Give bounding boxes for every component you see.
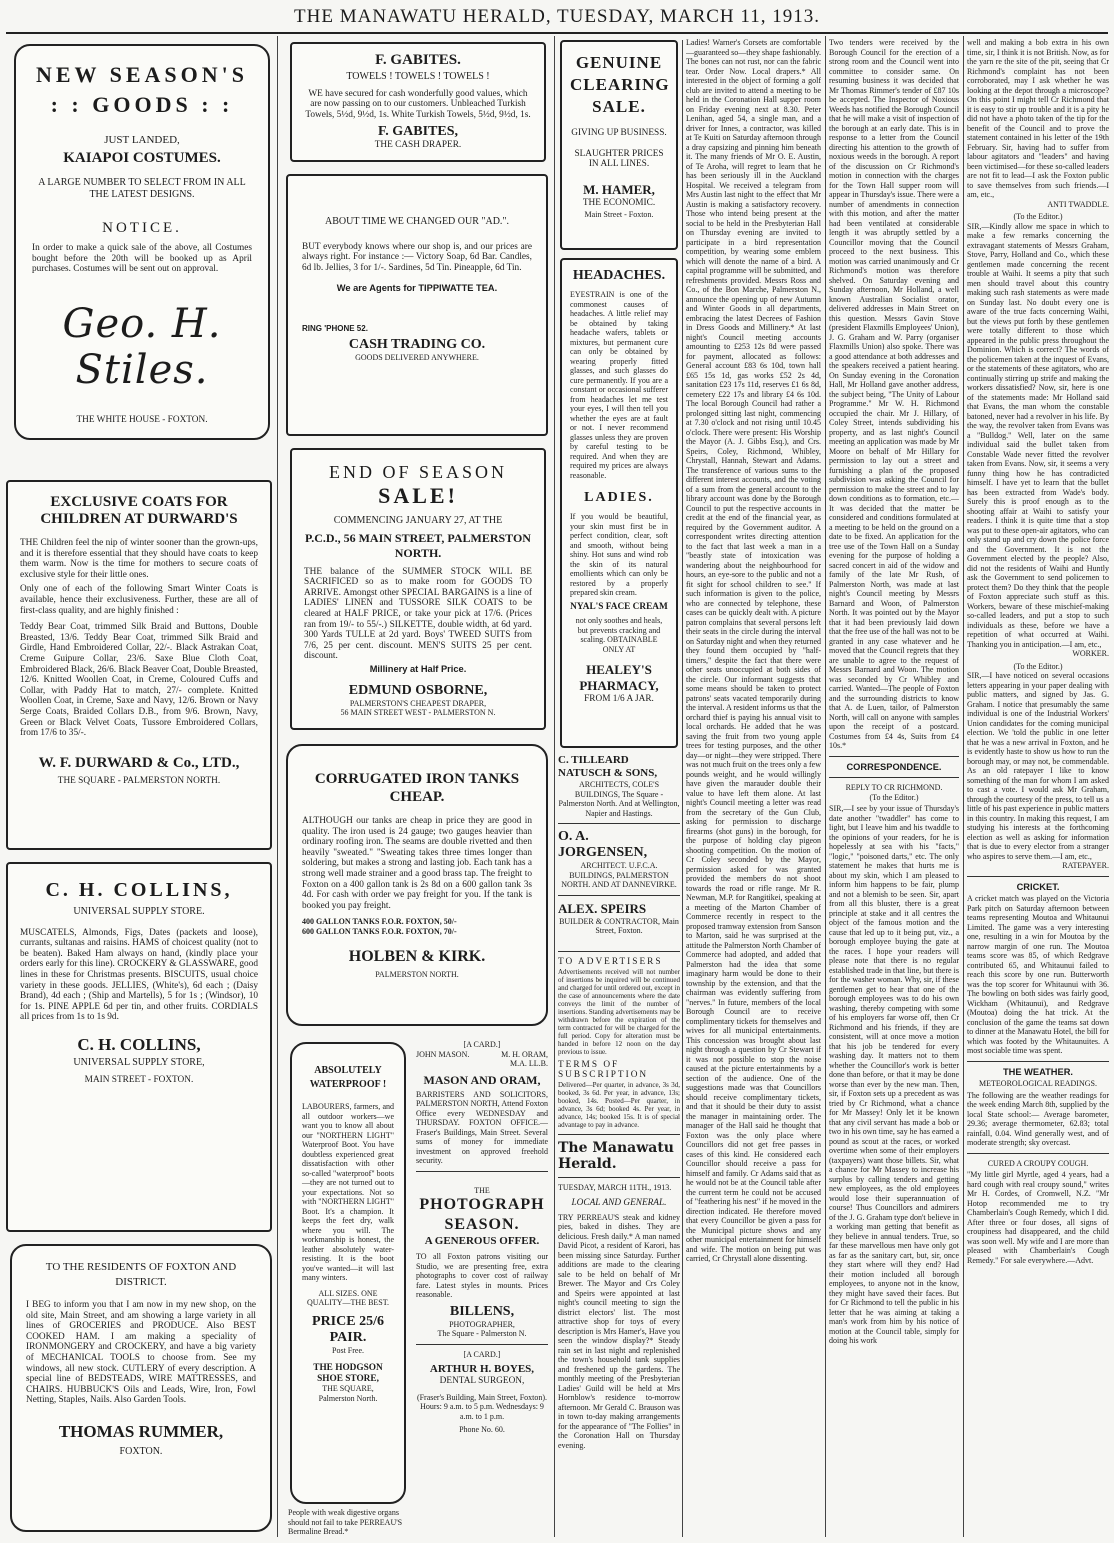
- council-news: Two tenders were received by the Borough Council for the erection of a strong room and the Council went into committee to consider same. On resuming business it was decided that Mr Thomas Rimmer's tender of £87 10s be accepted. The Inspector of Noxious Weeds has notified the Borough Council that he will make a visit of inspection of the borough at an early date. This is in response to a letter from the Council directing his attention to the growth of noxious weeds in the borough. A report of the discussion on Cr Richmond's motion in connection with the charges for the Town Hall supper room will appear in Thursday's issue. There were a number of amendments in connection with this motion, and after the matter had been ventilated at considerable length it was abruptly settled by a Councillor moving that the Council proceed to the next business. This motion was carried unanimously and Cr Richmond's motion was therefore shelved. On Saturday evening and Sunday afternoon, Mr Holland, a well known Australian Socialist orator, delivered addresses in Main Street on this question. Messrs Gavin Stove (president Flaxmills Employees' Union), J. G. Graham and W. Parry (organiser Flaxmills Union) also spoke. There was a good attendance at both addresses and the speakers received a patient hearing. On Sunday evening in the Coronation Hall, Mr Holland gave another address, the subject being, "The Unity of Labour Programme." Mr W. H. Richmond occupied the chair. Mr J. Hillary, of Coley Street, intends subdividing his property, and as last night's Council meeting an application was made by Mr Moore on behalf of Mr Hillary for permission to lay out a street and furnishing a plan of the proposed subdivision was asking the Council for permission to make the street and to lay down conditions as to formation, etc.—It was decided that the matter be considered and conditions formulated at a meeting to be held on the ground on a date to be fixed. An application for the tree use of the Town Hall on a Sunday evening for the purpose of holding a sacred concert in aid of the widow and family of the late Mr Rush, of Palmerston North, was made at last night's Council meeting by Messrs Barnard and Woon, of Palmerston North. It was pointed out by the Mayor that it had been previously laid down that the free use of the hall was not to be granted in any case whatever and he moved that the Council regrets that they are unable to agree to the request of Messrs Barnard and Woon. The motion was seconded by Cr Whibley and carried. Wanted—The people of Foxton and the surrounding districts to know that A. de Luen, tailor, of Palmerston North, will call on anyone with samples upon the receipt of a postcard. Costumes from £4 4s, Suits from £4 10s.*: [829, 38, 959, 750]
- stiles-signature: Geo. H. Stiles.: [62, 300, 222, 393]
- divider: [967, 876, 1109, 877]
- letter-salutation: (To the Editor.): [869, 792, 919, 802]
- advert-heading: ABOUT TIME WE CHANGED OUR "AD.".: [325, 216, 509, 227]
- osborne-advert: [290, 448, 546, 730]
- advert-name: THE HODGSON SHOE STORE,: [313, 1363, 383, 1384]
- advert-name: C. H. COLLINS,: [77, 1034, 201, 1054]
- bread-notice: People with weak digestive organs should not fail to take PERREAU'S Bermaline Bread.*: [288, 1508, 403, 1536]
- section-heading: THE WEATHER.: [1002, 1066, 1074, 1077]
- advert-name: MASON AND ORAM,: [423, 1072, 541, 1087]
- advert-heading: ABSOLUTELY WATERPROOF !: [309, 1065, 387, 1090]
- price-line: PRICE 25/6 PAIR.: [312, 1313, 384, 1345]
- divider: [829, 756, 959, 757]
- advert-name: HEALEY'S PHARMACY,: [579, 662, 659, 694]
- letter-text: SIR,—I see by your issue of Thursday's date another "twaddler" has come to light, but I leave him and his twaddle to the opinions of your readers, for he is hopelessly at sea with his "facts," "logic," "poisoned darts," etc. The only statement he makes that hurts me is about my skin, which I am pleased to inform him happens to be fair, plump and not a blemish to be seen. Sir, apart from all this bluster, there is a great principle at stake and it all centres the object of the famous motion and the cause that led up to it being put, viz., a borough employee buying the gate at the races. I hope your readers will please note that there is no regular established trade in that line, but there is for the washer woman. Why, sir, if these gentlemen get to hear that one of the borough employees was to do his own washing, thereby competing with some of his employers far worse off, then Cr Richmond and his friends, if they are consistent, will at once move a motion that his job be tendered for every washing day. It matters not to them whether the Councillor's work is better done than before, or that it may be done worse than ever by the new man. Then, sir, if Foxton sets up a precedent as was tried by Cr Richmond, what a chance for Mr Massey! Only let it be known that any civil servant has made a bob or two in his own time, say he has earned a pound as scout at the races, or worked overtime when some of their employers (taxpayers) want those billets. Sir, what a chance for Mr Massey to increase his surplus by calling tenders and getting new employees, as the old employees would lose their superannuation of course! Thus Councillors and admirers of the J. G. Graham type don't believe in a working man getting that benefit as they believe in annual tenders. True, so far these marvellous men have only got as far as the sanitary cart, but, sir, once they start where will they end? Had their motion included all borough employees, to anyone not in the know, they might have saved their faces. But for Cr Richmond to tell the public in his letter that he was aiming at taking a man's work from him by his notice of motion at the Council table, simply for doing his work: [829, 804, 959, 1346]
- card-label: [A CARD.]: [463, 1349, 501, 1359]
- rummer-advert: [10, 1244, 272, 1532]
- advert-text: (Fraser's Building, Main Street, Foxton). Hours: 9 a.m. to 5 p.m. Wednesdays: 9 a.m. to 1 p.m.: [416, 1392, 548, 1421]
- advert-footer: GOODS DELIVERED ANYWHERE.: [355, 353, 479, 363]
- advertiser-terms: Advertisements received will not number of insertions be inquired will be continued and charged for until ordered out, except in the case of announcements where the date conveys the limit of the number of insertions. Standing advertisements may be withdrawn before the expiration of the term contracted for will be charged for the full period. Copy for alteration must be handed in before 12 noon on the day previous to issue.: [558, 967, 680, 1056]
- advert-subheading: TOWELS ! TOWELS ! TOWELS !: [346, 71, 490, 82]
- advert-subheading: P.C.D., 56 MAIN STREET, PALMERSTON NORTH.: [305, 530, 531, 560]
- advert-name: M. HAMER,: [583, 181, 655, 197]
- advert-heading: HEADACHES.: [572, 268, 666, 283]
- advert-footer: MAIN STREET - FOXTON.: [84, 1074, 194, 1085]
- advert-subheading: UNIVERSAL SUPPLY STORE,: [73, 1056, 205, 1068]
- card-name: O. A. JORGENSEN,: [558, 829, 648, 860]
- advert-subheading: PHOTOGRAPHER,: [449, 1319, 515, 1329]
- advert-text: THE Children feel the nip of winter sooner than the grown-ups, and it is therefore essential that they should have coats to keep them warm. Now is the time for mothers to secure coats of exclusive style for their little ones.: [20, 538, 258, 580]
- section-heading: CRICKET.: [1016, 881, 1060, 892]
- advert-footer: PALMERSTON NORTH.: [375, 970, 459, 980]
- advert-subheading: KAIAPOI COSTUMES.: [63, 150, 221, 166]
- council-news-column: [829, 38, 959, 1538]
- letter-text: SIR,—Kindly allow me space in which to make a few remarks concerning the extravagant statements of Messrs Graham, Stove, Parry, Holland and Co., which these gentlemen made concerning the recent trouble at Waihi. It seems a pity that such men should travel about this country making such rash statements as were made on Sunday last. No doubt every one is aware of the true facts concerning Waihi, but the views put forth by these gentlemen were totally different to those which appeared in the public press throughout the Dominion. Which is correct? The words of the policemen taken at the inquest of Evans, or the statements of these agitators, who are continually stirring up strife and making the workers dissatisfied? Now, sir, here is one of the statements made: Mr Holland said that Evans, the man whom the constable batoned, never had a revolver in his life. By the way, the revolver taken from Evans was a "Bulldog." Well, later on the same individual said the bullet taken from Constable Wade never fitted the revolver taken from Evans. Now, sir, it seems a very funny thing how he has contradicted himself. I have yet to learn that the bullet has been extracted from Wade's body. Surely this is proof enough as to the shooting affair at Waihi to satisfy your readers. I think it is quite time that a stop was put to these open-air agitators, who can only stand up and cry down the police force and the Government. It is not the Government elected by the people? Also, did not the residents of Waihi and Huntly ask the Government to send policemen to protect them? Do they think that the people of Foxton appreciate such stuff as this. Workers, beware of these mischief-making so-called leaders, and put a stop to such individuals as these, before we have a repetition of what occurred at Waihi. Thanking you in anticipation.—I am, etc.,: [967, 221, 1109, 649]
- column-rule: [277, 36, 278, 1537]
- advert-text: I BEG to inform you that I am now in my new shop, on the old site, Main Street, and am showing a large variety in all lines of GROCERIES and PRODUCE. Also BEST COOKED HAM. I am making a speciality of IRONMONGERY and CROCKERY, and have a big variety of MECHANICAL TOOLS to choose from. See my windows, all new stock. CUTLERY of every description. A special line of BEDSTEADS, WIRE MATTRESSES, and CHAIRS. HUBBUCK'S Oils and Leads, Wire, Iron, Fowl Netting, Staples, Nails. Also Garden Tools.: [26, 1300, 256, 1406]
- advert-heading: PHOTOGRAPH SEASON.: [419, 1196, 545, 1233]
- local-news-column: Ladies! Warner's Corsets are comfortable—guaranteed so—they shape fashionably. The bones can not rust, nor can the fabric tear. Order Now. Local drapers.* All interested in the object of forming a golf club are invited to attend a meeting to be held in the Coronation Hall supper room on Friday evening next at 8.30. Peter Lenihan, aged 54, a single man, and a driver for Innes, a contractor, was killed at Te Kuiti on Saturday afternoon through a dray capsizing and pinning him beneath it. The many friends of Mr O. E. Austin, of Te Aroha, will regret to learn that he has been seriously ill in the Auckland Hospital. We received a telegram from Mrs Austin last night to the effect that Mr Austin is making a satisfactory recovery. Those who intend being present at the social to be held in the Presbyterian Hall on Thursday evening are invited to participate in a bird representation competition, by wearing some emblem which will denote the name of a bird. A capital programme will be submitted, and refreshments provided. Messrs Ross and Co., of the Bon Marche, Palmerston N., announce the opening up of new Autumn and Winter Goods in all departments, embracing the latest Decrees of Fashion in Dress Goods and Millinery.* At last night's Council meeting accounts amounting to £253 12s 8d were passed for payment, allocated as follows: General account £83 6s 10d, town hall £65 15s 1d, gas works £52 2s 4d, sanitation £23 17s 11d, reserves £1 6s 8d, cemetery £22 17s and library £4 6s 10d. The local Borough Council had rather a prolonged sitting last night, commencing at 7.30 o'clock and not rising until 10.45 o'clock. There were present: His Worship the Mayor (A. J. Gibbs Esq.), and Crs. Speirs, Coley, Richmond, Whibley, Chrystall, Hannah, Stewart and Adams. The transference of various sums to the different interest accounts, and the voting of a sum from the general account to the library account was done by the Borough Council to put the respective accounts in credit at the end of the financial year, as required by the Government auditor. A correspondent writes directing attention to the fact that last week a man in a "beastly state of intoxication was wandering about the neighbourhood for hours, an eye-sore to the public and not a fit sight for school children to see." If such information is given to the police, who are connected by telephone, these cases can be quickly dealt with. A picture patron complains that several persons left their seats in the circle during the interval on Saturday night and when they returned they found them occupied by "half-timers," despite the fact that there were other seats unoccupied at both sides of the circle. Our informant suggests that some means should be taken to protect patrons' seats vacated temporarily during the interval. A resident informs us that the orchard thief is paying his annual visit to local orchards. He added that he was saving the fruit from two young apple trees for testing purposes, and the other day—or night—they were stripped. There was not much fruit on the trees only a few pounds weight, and he would willingly have given the marauder double their value to have left them alone. At last night's Council meeting a letter was read from the secretary of the Gun Club, asking for permission to discharge firearms (shot guns) in the borough, for the purpose of holding clay pigeon shooting competition. On the motion of Cr Coley seconded by the Mayor, permission asked for was granted provided the members do not shoot towards the road or rifle range. Mr R. Newman, M.P. for Rangitikei, speaking at a meeting of the Marton Chamber of Commerce recently in respect to the proposed tramway extension from Sanson to Marton, said he was surprised at the attitude the Palmerston North Chamber of Commerce had adopted, and added that Palmerston had the idea that some imaginary harm would be done to their township by the extension, and that the chairman was evidently suffering from "nerves." In future, members of the local Borough Council are to receive complimentary tickets for themselves and wives for all municipal entertainments. This concession was brought about last night through a question by Cr Stewart if it was not possible to stop the noise caused at the picture entertainments by a section of the audience. One of the suggestions made was that Councillors should receive complimentary tickets, and that it should be their duty to assist the manager in maintaining order. The manager of the Hall said he thought that Foxton was the only place where Councillors did not get free passes in cases of this kind. He considered each Councillor should receive a pass for himself and family. Cr Adams said that as he would not be at the Council table after the current term he could not be accused of "feathering his nest" if he moved in the direction indicated. He therefore moved that every Councillor be given a pass for the Municipal picture shows and any other municipal entertainment for himself and wife. The motion on being put was carried, Cr Chrystall alone dissenting.: [686, 38, 821, 1263]
- advert-line: THE: [474, 1185, 490, 1195]
- letter-heading: REPLY TO CR RICHMOND.: [845, 783, 943, 793]
- letter-signature: RATEPAYER.: [1062, 861, 1109, 870]
- advert-line: A LARGE NUMBER TO SELECT FROM IN ALL THE LATEST DESIGNS.: [38, 177, 246, 200]
- masthead-rule: [6, 32, 1108, 34]
- local-news: TRY PERREAU'S steak and kidney pies, baked in dishes. They are delicious. Fresh daily.* A man named David Picot, a resident of Karori, has been missing since Saturday. Further additions are made to the clearing sale to be held on behalf of Mr Brewer. The Mayor and Crs Coley and Speirs were appointed at last night's council meeting to sign the district electors' list. The most attractive shop for toys of every description is Mrs Hamer's, Have you seen the window display?* Steady rain set in last night and replenished the town's household tank supplies and freshened up the gardens. The monthly meeting of the Presbyterian Ladies' Guild will be held at Mrs Hornblow's residence to-morrow afternoon. Mr Gerald C. Brauson was in town to-day making arrangements for the appearance of "The Follies" in the Coronation Hall on Thursday evening.: [558, 1212, 680, 1450]
- weather-report: The following are the weather readings for the week ending March 8th, supplied by the local State school:— Average barometer, 29.36; average thermometer, 62.83; total rainfall, 0.04. Wind generally west, and of moderate strength; sky overcast.: [967, 1090, 1109, 1148]
- advert-footer: THE SQUARE - PALMERSTON NORTH.: [57, 775, 221, 786]
- advert-text: LABOURERS, farmers, and all outdoor workers—we want you to know all about our "NORTHERN LIGHT" Waterproof Boot. You have doubtless experienced great dissatisfaction with other so-called "waterproof" boots—they are not turned out to your expectations. Not so with "NORTHERN LIGHT" Boot. It's a champion. It keeps the feet dry, walk where you will. The workmanship is honest, the leather absolutely water-resisting. It is the boot you've wanted—it will last many winters.: [302, 1102, 394, 1282]
- advert-name: THOMAS RUMMER,: [58, 1421, 224, 1441]
- advert-text: ALTHOUGH our tanks are cheap in price they are good in quality. The iron used is 24 gauge; two gauges heavier than ordinary roofing iron. The seams are double rivetted and then heavily "sweated." "Sweating takes three times longer than soldering, but makes a strong and lasting job. Each tank has a strong well made strainer and a good brass tap. The freight to Foxton on a 400 gallon tank is 2s 8d on a 600 gallon tank 3s 4d. For cash with order we pay freight for you. If the tank is booked you pay freight.: [302, 816, 532, 911]
- weather-subheading: METEOROLOGICAL READINGS.: [979, 1079, 1097, 1089]
- column-rule: [825, 36, 826, 1537]
- holben-advert: [286, 744, 548, 1026]
- divider: [558, 1134, 680, 1135]
- advert-heading: CORRUGATED IRON TANKS CHEAP.: [314, 771, 520, 805]
- advert-line: THE SQUARE,: [322, 1384, 374, 1394]
- advert-text: THE balance of the SUMMER STOCK WILL BE SACRIFICED so as to make room for GOODS TO ARRIVE. Amongst other SPECIAL BARGAINS is a line of LADIES' LINEN and TUSSORE SILK COATS to be cleared at HALF PRICE, or take your pick at 17/6. (Prices ran from 19/- to 55/-.) SILKETTE, double width, at 6d yard. 300 Yards TULLE at 2d yard. Boys' TWEED SUITS from 7/6, 25 per cent. discount. MEN'S SUITS 25 per cent. discount.: [304, 566, 532, 662]
- advert-name: ARTHUR H. BOYES,: [429, 1363, 535, 1375]
- price-line: 400 GALLON TANKS F.O.R. FOXTON, 50/-: [302, 917, 457, 927]
- advert-heading: : : GOODS : :: [50, 92, 234, 117]
- advert-name: CASH TRADING CO.: [348, 337, 486, 353]
- notice-text: In order to make a quick sale of the above, all Costumes bought before the 20th will be booked up as April purchases. Costumes will be sent out on approval.: [32, 243, 252, 275]
- advert-text: "My little girl Myrtle, aged 4 years, had a hard cough with real croupy sound," writes Mr H. Cordes, of Cromwell, N.Z. "Mr Hotop recommended me to try Chamberlain's Cough Remedy, which I did. After three or four doses, all signs of croupiness had disappeared, and the child was soon well. My wife and I are more than pleased with Chamberlain's Cough Remedy." For sale everywhere.—Advt.: [967, 1170, 1109, 1265]
- advert-text: Only one of each of the following Smart Winter Coats is available, hence their exclusiveness. Further, these are all of first-class quality, and are highly finished :: [20, 584, 258, 616]
- section-heading: TERMS OF SUBSCRIPTION: [558, 1059, 649, 1081]
- advert-subheading: DENTAL SURGEON,: [439, 1376, 525, 1386]
- advert-name: HOLBEN & KIRK.: [348, 948, 486, 966]
- advert-heading: EXCLUSIVE COATS FOR CHILDREN AT DURWARD'S: [40, 494, 238, 527]
- advert-line: We are Agents for TIPPIWATTE TEA.: [336, 283, 498, 294]
- advert-subheading: COMMENCING JANUARY 27, AT THE: [333, 515, 503, 526]
- advert-line: ALL SIZES. ONE QUALITY—THE BEST.: [306, 1288, 390, 1307]
- advert-line: Post Free.: [332, 1345, 364, 1355]
- advert-heading: F. GABITES.: [375, 52, 461, 68]
- card-text: ARCHITECTS, COLE'S BUILDINGS, The Square - Palmerston North. And at Wellington, Napier and Hastings.: [558, 780, 680, 818]
- letter-salutation: (To the Editor.): [1013, 661, 1063, 671]
- card-partners: [416, 1050, 548, 1069]
- advert-name: W. F. DURWARD & Co., LTD.,: [38, 754, 240, 771]
- card-text: BUILDER & CONTRACTOR, Main Street, Foxton.: [559, 916, 679, 935]
- section-heading: TO ADVERTISERS: [558, 957, 663, 967]
- advert-heading: NEW SEASON'S: [35, 62, 249, 87]
- column-rule: [554, 36, 555, 1537]
- advert-footer: 56 MAIN STREET WEST - PALMERSTON N.: [340, 708, 496, 718]
- card-name: ALEX. SPEIRS: [558, 900, 647, 916]
- letter-text: SIR,—I have noticed on several occasions letters appearing in your paper dealing with public matters, and signed by Jas. G. Graham. I notice that presumably the same individual is one of the Industrial Workers' Union candidates for the coming municipal election. We 'told the public in one letter that he was a new arrival in Foxton, and he is evidently haste to show us how to run the borough may, or may not, be commendable. As an old ratepayer I like to know something of the man for whom I am asked to cast a vote. I would ask Mr Graham, through the courtesy of the press, to tell us a little of his past experience in public matters in this country. In making this request, I am studying his interests at the forthcoming election as well as asking for information that is due to every elector from a stranger who aspires to serve them.—I am, etc.,: [967, 671, 1109, 861]
- paper-title: The Manawatu Herald.: [558, 1139, 674, 1172]
- business-cards: [558, 754, 680, 944]
- advert-line: RING 'PHONE 52.: [302, 323, 368, 333]
- advert-footer: Palmerston North.: [318, 1393, 378, 1403]
- divider: [967, 1153, 1109, 1154]
- advert-heading: END OF SEASON: [328, 462, 508, 482]
- hamer-advert: [560, 40, 678, 250]
- advert-subheading: UNIVERSAL SUPPLY STORE.: [73, 906, 205, 917]
- advert-footer: The Square - Palmerston N.: [437, 1329, 527, 1338]
- divider: [967, 1061, 1109, 1062]
- price-line: 600 GALLON TANKS F.O.R. FOXTON, 70/-: [302, 926, 457, 936]
- column-rule: [682, 40, 683, 1537]
- advert-text: not only soothes and heals, but prevents cracking and scaling. OBTAINABLE ONLY AT: [575, 616, 663, 654]
- advert-line: SLAUGHTER PRICES IN ALL LINES.: [574, 148, 664, 170]
- durward-advert: [6, 480, 272, 850]
- divider: [416, 1344, 548, 1345]
- collins-advert: [6, 862, 272, 1232]
- advert-footer: Phone No. 60.: [459, 1425, 505, 1435]
- cricket-report: A cricket match was played on the Victoria Park pitch on Saturday afternoon between teams representing Moutoa and Whitaunui Limited. The game was a very interesting one, resulting in a win for Moutoa by the narrow margin of one run. The Moutoa teams score was 85, of which Redgrave contributed 65, and Whitaunui failed to reach this score by one run. Butterworth was the top scorer for Whitaunui with 36. The bowling on both sides was fairly good, Wickham (Whitaunui), and Redgrave (Moutoa) doing the hat trick. At the conclusion of the game the teams sat down to dinner at the Manawatu Hotel, the bill for which was footed by the Whitaunuites. A most sociable time was spent.: [967, 894, 1109, 1056]
- letter-salutation: (To the Editor.): [1013, 212, 1063, 221]
- advert-line: GIVING UP BUSINESS.: [571, 128, 667, 138]
- section-heading: CORRESPONDENCE.: [846, 761, 942, 772]
- advert-heading: SALE!: [378, 483, 458, 508]
- advert-name: BILLENS,: [449, 1303, 515, 1319]
- advert-text: EYESTRAIN is one of the commonest causes of headaches. A little relief may be obtained by taking headache wafers, tablets or mixtures, but permanent cure can only be obtained by wearing properly fitted glasses, and such glasses do cure permanently. If you are a constant or occasional sufferer from headaches let me test your eyes, I will then tell you whether the eyes are at fault or not. I never recommend glasses unless they are proven by careful testing to be required. And when they are required my prices are always reasonable.: [570, 290, 668, 480]
- divider: [416, 1171, 548, 1172]
- advert-subheading: PALMERSTON'S CHEAPEST DRAPER,: [349, 698, 487, 708]
- advert-heading: TO THE RESIDENTS OF FOXTON AND DISTRICT.: [45, 1261, 237, 1288]
- divider: [829, 777, 959, 778]
- divider: [558, 895, 680, 896]
- partner-name: M. H. ORAM, M.A. LL.B.: [501, 1049, 548, 1068]
- herald-column: [558, 946, 680, 1540]
- stiles-advert: [14, 44, 270, 440]
- advert-text: BARRISTERS AND SOLICITORS, PALMERSTON NORTH, Attend Foxton Office every WEDNESDAY and THURSDAY. FOXTON OFFICE.—Fraser's Buildings, Main Street. Several sums of money for immediate investment on approved freehold security.: [416, 1089, 548, 1165]
- advert-subheading: THE ECONOMIC.: [582, 197, 656, 208]
- advert-heading: GENUINE CLEARING SALE.: [570, 53, 670, 116]
- advert-line: Millinery at Half Price.: [369, 663, 467, 674]
- letter-signature: WORKER.: [1072, 649, 1109, 658]
- advert-text: BUT everybody knows where our shop is, and our prices are always right. For instance :— Victory Soap, 6d Bar. Candles, 6d lb. Jellies, 3 for 1/-. Sardines, 5d Tin. Pineapple, 6d Tin.: [302, 241, 532, 273]
- advert-list: Teddy Bear Coat, trimmed Silk Braid and Buttons, Double Breasted, 13/6. Teddy Bear Coat, trimmed Silk Braid and Girdle, Hand Embroidered Collar, 22/-. Black Astrakan Coat, Creme Guipure Collar, 23/6. Saxe Blue Cloth Coat, Embroidered Black, 26/6. Black Beaver Coat, Double Breasted, 12/6. Knitted Woollen Coat, in Creme, Coloured Cuffs and Collar, with Paddy Hat to match, 27/- complete. Knitted Woollen Coat, in Creme, Saxe and Navy, 12/6. Brown or Navy Serge Coats, Braided Collars D.B., from 9/6. Brown, Navy, Green or Black Velvet Coats, Tussore Embroidered Collars, from 17/6 to 35/-.: [20, 622, 258, 739]
- advert-subheading: A GENEROUS OFFER.: [424, 1235, 540, 1247]
- healey-advert: [560, 258, 678, 748]
- advert-text: If you would be beautiful, your skin must first be in perfect condition, clear, soft and smooth, without being shiny. Hot suns and wind rob the skin of its natural emollients which can only be restored by a properly prepared skin cream.: [570, 512, 668, 597]
- advert-text: MUSCATELS, Almonds, Figs, Dates (packets and loose), currants, sultanas and raisins. HAMS of choicest quality (not to be beaten). Baked Ham always on hand, (kindly place your orders early for this line). CROCKERY & GLASSWARE, good lines in these for Christmas presents. BISCUITS, usual choice variety in these goods. JELLIES, (White's), 6d each ; (Daisy Brand), 4d each ; (Ship and Martells), 5 for 1s ; (Windsor), 10 for 1s. PINE APPLE 6d per tin, and other fruits. CORDIALS all prices from 1s to 1s 9d.: [20, 927, 258, 1023]
- card-name: C. TILLEARD NATUSCH & SONS,: [558, 754, 658, 779]
- hodgson-advert: [290, 1042, 406, 1504]
- section-heading: CURED A CROUPY COUGH.: [987, 1158, 1089, 1168]
- divider: [558, 823, 680, 824]
- advert-footer: FOXTON.: [119, 1445, 163, 1457]
- letter-signature: ANTI TWADDLE.: [1047, 199, 1109, 209]
- notice-heading: NOTICE.: [102, 220, 182, 237]
- issue-date: TUESDAY, MARCH 11TH., 1913.: [558, 1182, 672, 1192]
- divider: [558, 1177, 680, 1178]
- advert-footer: FROM 1/6 A JAR.: [584, 694, 654, 705]
- column-rule: [963, 36, 964, 1537]
- letter-text: well and making a bob extra in his own time, sir, I think it is not British. Now, as for the yarn re the site of the pit, seeing that Cr Richmond's complaint has not been corroborated, may I ask whether he was looking at the depot through a microscope? On this point I might tell Cr Richmond that it is easy to stir up trouble and it is a pity he did not have a photo taken of the tip for the benefit of the Council and to prove the statement contained in his letter of the 19th February. Sir, having had to suffer from labour agitators and "leaders" and having been victimised—for these so-called leaders are not fit to lead—I ask the Foxton public to save themselves from such friends.—I am, etc.,: [967, 38, 1109, 199]
- professional-cards: [416, 1040, 548, 1540]
- advert-heading: LADIES.: [584, 490, 654, 505]
- subscription-terms: Delivered—Per quarter, in advance, 3s 3d, booked, 3s 6d. Per year, in advance, 13s; booked, 14s. Posted—Per quarter, in advance, 3s 6d; booked 4s. Per year, in advance, 14s; booked 15s. It is of special advantage to pay in advance.: [558, 1080, 680, 1129]
- product-name: NYAL'S FACE CREAM: [570, 601, 668, 612]
- section-heading: LOCAL AND GENERAL.: [571, 1198, 667, 1209]
- advert-text: WE have secured for cash wonderfully good values, which are now passing on to our customers. Unbleached Turkish Towels, 5½d, 9½d, 1s. White Turkish Towels, 5½d, 9½d, 1s.: [305, 88, 531, 120]
- advert-footer: THE CASH DRAPER.: [374, 140, 462, 151]
- card-text: ARCHITECT. U.F.C.A. BUILDINGS, PALMERSTON NORTH. AND AT DANNEVIRKE.: [561, 861, 677, 889]
- masthead: THE MANAWATU HERALD, TUESDAY, MARCH 11, 1913.: [294, 6, 820, 27]
- advert-footer: THE WHITE HOUSE - FOXTON.: [76, 414, 208, 425]
- advert-text: TO all Foxton patrons visiting our Studio, we are presenting free, extra photographs to cover cost of railway fare. Latest styles in mounts. Prices reasonable.: [416, 1252, 548, 1299]
- divider: [558, 951, 680, 952]
- advert-name: EDMUND OSBORNE,: [348, 682, 488, 698]
- cash-trading-advert: [286, 174, 548, 436]
- advert-line: JUST LANDED,: [104, 134, 180, 146]
- gabites-advert: [290, 42, 546, 162]
- advert-name: F. GABITES,: [377, 124, 458, 140]
- card-label: [A CARD.]: [463, 1040, 501, 1049]
- advert-footer: Main Street - Foxton.: [584, 210, 654, 220]
- partner-name: JOHN MASON.: [416, 1049, 470, 1059]
- advert-heading: C. H. COLLINS,: [45, 879, 233, 901]
- correspondence-column: [967, 38, 1109, 1538]
